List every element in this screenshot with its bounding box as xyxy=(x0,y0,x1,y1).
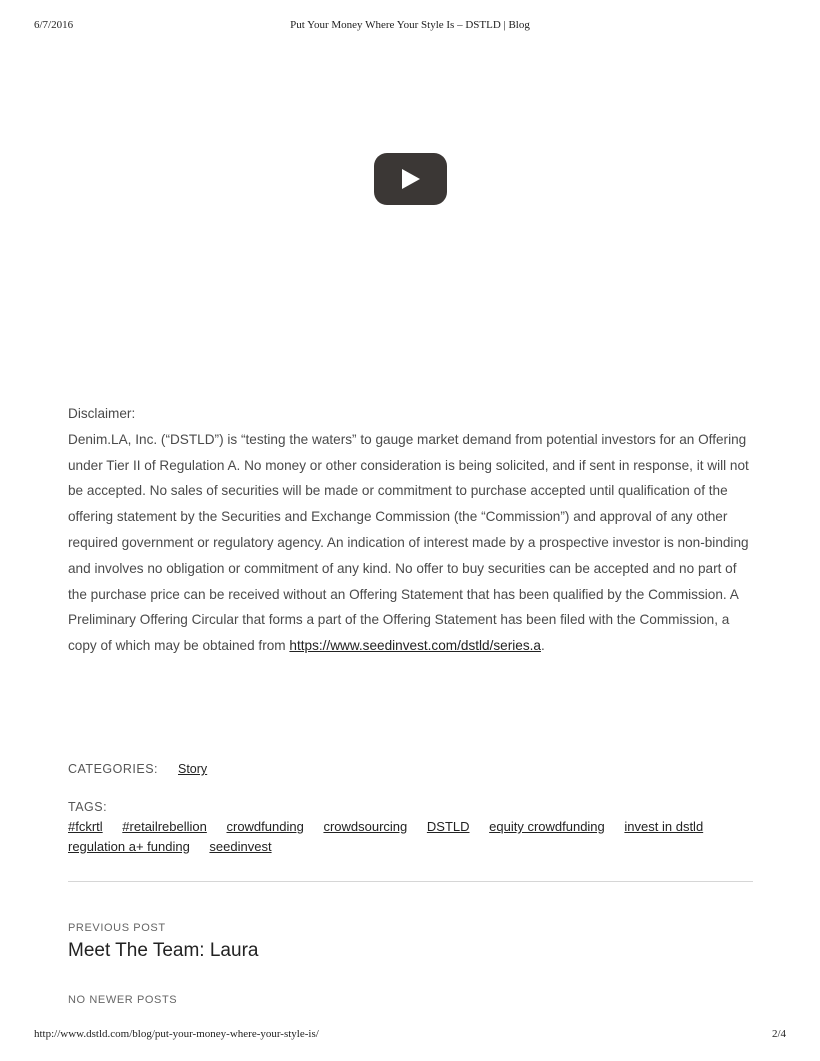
tag-link[interactable]: equity crowdfunding xyxy=(489,819,605,834)
print-header xyxy=(0,19,820,35)
print-page-number: 2/4 xyxy=(771,1028,786,1040)
tag-link[interactable]: crowdfunding xyxy=(226,819,304,834)
print-footer xyxy=(0,1028,820,1044)
tag-link[interactable]: regulation a+ funding xyxy=(68,838,190,854)
tag-link[interactable]: #fckrtl xyxy=(68,819,103,834)
disclaimer-text: Denim.LA, Inc. (“DSTLD”) is “testing the waters” to gauge market demand from potential investors for an Offering under Tier II of Regulation A. No money or other consideration is being solicited, and if sent in response, it will not be accepted. No sales of securities will be made or commitment to purchase accepted until qualification of the offering statement by the Securities and Exchange Commission (the “Commission”) and approval of any other required government or regulatory agency. An indication of interest made by a prospective investor is non-binding and involves no obligation or commitment of any kind. No offer to buy securities can be accepted and no part of the purchase price can be received without an Offering Statement that has been qualified by the Commission. A Preliminary Offering Circular that forms a part of the Offering Statement has been filed with the Commission, a copy of which may be obtained from xyxy=(68,431,749,654)
tag-link[interactable]: crowdsourcing xyxy=(323,819,408,834)
tag-link[interactable]: #retailrebellion xyxy=(122,819,207,834)
category-link-story[interactable]: Story xyxy=(178,762,208,776)
seedinvest-offering-link[interactable]: https://www.seedinvest.com/dstld/series.a xyxy=(289,638,541,654)
previous-post-link[interactable]: Meet The Team: Laura xyxy=(68,940,259,961)
print-url: http://www.dstld.com/blog/put-your-money-where-your-style-is/ xyxy=(34,1028,319,1040)
disclaimer xyxy=(68,401,758,659)
tags-label: TAGS: xyxy=(68,800,108,814)
post-categories xyxy=(68,760,208,778)
categories-label: CATEGORIES: xyxy=(68,762,159,776)
disclaimer-end: . xyxy=(540,638,545,654)
previous-post-label: PREVIOUS POST xyxy=(68,922,166,934)
video-play-button[interactable] xyxy=(374,153,447,205)
print-page-title: Put Your Money Where Your Style Is – DSTLD | Blog xyxy=(290,19,530,31)
tags-list xyxy=(68,817,758,856)
print-date: 6/7/2016 xyxy=(34,19,74,31)
video-embed[interactable] xyxy=(68,50,753,390)
tag-link[interactable]: DSTLD xyxy=(426,819,470,834)
tag-link[interactable]: seedinvest xyxy=(209,838,272,854)
no-newer-posts-label: NO NEWER POSTS xyxy=(68,994,178,1006)
disclaimer-body xyxy=(68,427,758,659)
section-divider xyxy=(68,881,753,882)
play-icon xyxy=(374,153,447,205)
tag-link[interactable]: invest in dstld xyxy=(624,819,704,834)
disclaimer-heading: Disclaimer: xyxy=(68,406,136,421)
